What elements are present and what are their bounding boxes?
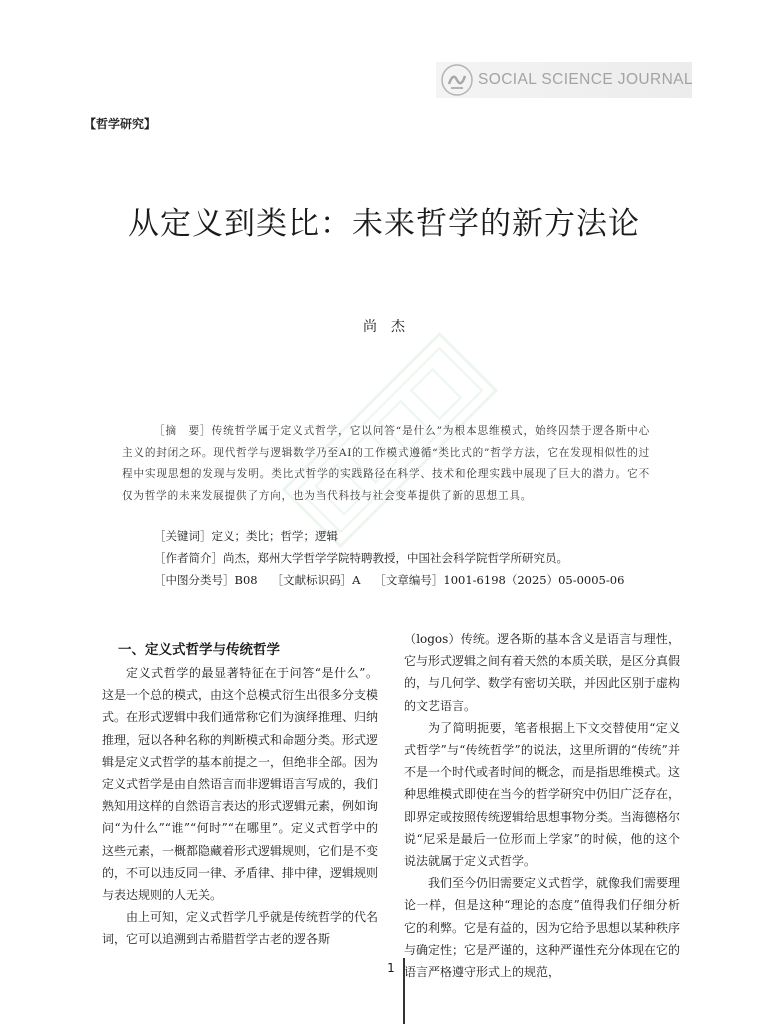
abstract	[122, 421, 650, 507]
keywords-text: 定义；类比；哲学；逻辑	[211, 529, 338, 543]
abstract-text: 传统哲学属于定义式哲学，它以问答“是什么”为根本思维模式，始终囚禁于逻各斯中心主义的封闭之环。现代哲学与逻辑数学乃至AI的工作模式遵循“类比式的”哲学方法，它在发现相似性的过程中实现思想的发现与发明。类比式哲学的实践路径在科学、技术和伦理实践中展现了巨大的潜力。它不仅为哲学的未来发展提供了方向，也为当代科技与社会变革提供了新的思想工具。	[122, 425, 651, 502]
section-heading: 一、定义式哲学与传统哲学	[118, 642, 280, 658]
clc-label: ［中图分类号］	[154, 573, 235, 587]
article-number-label: ［文章编号］	[374, 573, 444, 587]
keywords-label: ［关键词］	[154, 529, 212, 543]
column-tag: 【哲学研究】	[84, 117, 157, 131]
classification-line	[154, 572, 654, 588]
article-number-value: 1001-6198（2025）05-0005-06	[443, 573, 625, 587]
abstract-label: ［摘 要］	[154, 425, 212, 437]
doc-value: A	[352, 573, 361, 587]
journal-name: SOCIAL SCIENCE JOURNAL	[478, 71, 693, 88]
paragraph: 为了简明扼要，笔者根据上下文交替使用“定义式哲学”与“传统哲学”的说法，这里所谓的“传统”并不是一个时代或者时间的概念，而是指思维模式。这种思维模式即使在当今的哲学研究中仍旧广泛存在，即界定或按照传统逻辑给思想事物分类。当海德格尔说“尼采是最后一位形而上学家”的时候，他的这个说法就属于定义式哲学。	[404, 720, 681, 869]
article-title: 从定义到类比：未来哲学的新方法论	[128, 206, 640, 242]
author-name: 尚杰	[363, 319, 419, 335]
author-bio	[154, 550, 654, 566]
journal-header	[436, 62, 692, 98]
paragraph: 定义式哲学的最显著特征在于问答“是什么”。这是一个总的模式，由这个总模式衍生出很多分支模式。在形式逻辑中我们通常称它们为演绎推理、归纳推理，冠以各种名称的判断模式和命题分类。形式逻辑是定义式哲学的基本前提之一，但绝非全部。因为定义式哲学是由自然语言而非逻辑语言写成的，我们熟知用这样的自然语言表达的形式逻辑元素，例如询问“为什么”“谁”“何时”“在哪里”。定义式哲学中的这些元素，一概都隐藏着形式逻辑规则，它们是不变的，不可以违反同一律、矛盾律、排中律，逻辑规则与表达规则的人无关。	[102, 666, 379, 903]
author-bio-text: 尚杰，郑州大学哲学学院特聘教授，中国社会科学院哲学所研究员。	[223, 551, 568, 565]
clc-value: B08	[234, 573, 258, 587]
journal-logo-icon	[440, 63, 474, 97]
doc-label: ［文献标识码］	[271, 573, 353, 587]
paragraph: 我们至今仍旧需要定义式哲学，就像我们需要理论一样，但是这种“理论的态度”值得我们仔细分析它的利弊。它是有益的，因为它给予思想以某种秩序与确定性；它是严谨的，这种严谨性充分体现在它的语言严格遵守形式上的规范，	[404, 876, 681, 980]
right-column	[404, 628, 680, 983]
paragraph: 由上可知，定义式哲学几乎就是传统哲学的代名词，它可以追溯到古希腊哲学古老的逻各斯	[102, 910, 379, 947]
column-divider	[403, 958, 405, 1024]
author-bio-label: ［作者简介］	[154, 551, 223, 565]
keywords	[154, 528, 654, 544]
page-number: 1	[387, 961, 395, 975]
left-column	[102, 662, 378, 951]
paragraph: （logos）传统。逻各斯的基本含义是语言与理性，它与形式逻辑之间有着天然的本质关联，是区分真假的，与几何学、数学有密切关联，并因此区别于虚构的文艺语言。	[404, 632, 681, 713]
